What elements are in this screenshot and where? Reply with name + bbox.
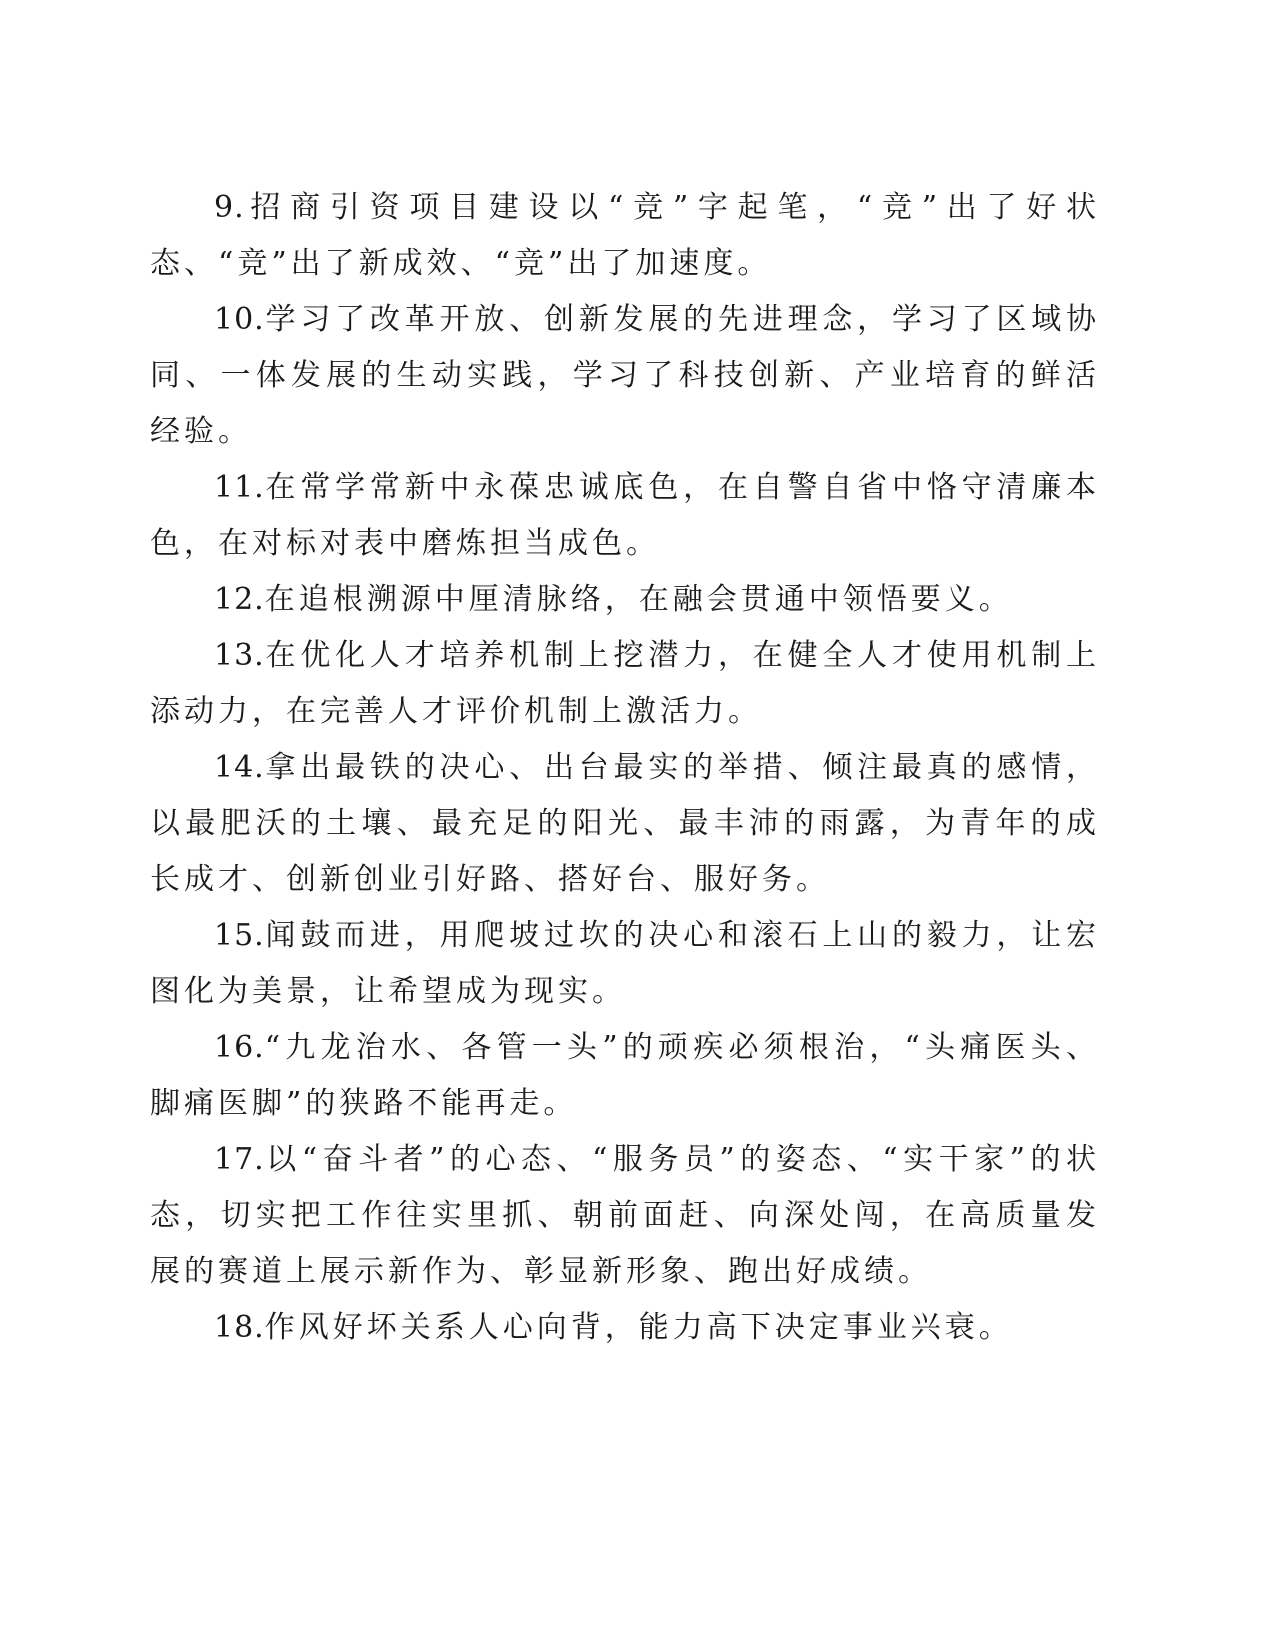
paragraph-text: 学习了改革开放、创新发展的先进理念，学习了区域协同、一体发展的生动实践，学习了科技创新、产业培育的鲜活经验。 <box>150 302 1100 449</box>
paragraph-number: 16. <box>214 1030 265 1065</box>
paragraph-17 <box>150 1132 1100 1300</box>
paragraph-text: 在常学常新中永葆忠诚底色，在自警自省中恪守清廉本色，在对标对表中磨炼担当成色。 <box>150 470 1100 561</box>
paragraph-18 <box>150 1300 1100 1356</box>
paragraph-number: 11. <box>214 470 265 505</box>
paragraph-13 <box>150 628 1100 740</box>
paragraph-number: 15. <box>214 918 265 953</box>
paragraph-text: 作风好坏关系人心向背，能力高下决定事业兴衰。 <box>264 1310 1013 1345</box>
paragraph-number: 17. <box>214 1142 265 1177</box>
paragraph-15 <box>150 908 1100 1020</box>
paragraph-text: 闻鼓而进，用爬坡过坎的决心和滚石上山的毅力，让宏图化为美景，让希望成为现实。 <box>150 918 1100 1009</box>
paragraph-12 <box>150 572 1100 628</box>
paragraph-number: 18. <box>214 1310 265 1345</box>
paragraph-14 <box>150 740 1100 908</box>
paragraph-number: 13. <box>214 638 265 673</box>
paragraph-text: 在追根溯源中厘清脉络，在融会贯通中领悟要义。 <box>264 582 1013 617</box>
paragraph-number: 10. <box>214 302 265 337</box>
paragraph-number: 12. <box>214 582 265 617</box>
paragraph-9 <box>150 180 1100 292</box>
paragraph-text: 招商引资项目建设以“竞”字起笔，“竞”出了好状态、“竞”出了新成效、“竞”出了加速度。 <box>150 190 1100 281</box>
paragraph-number: 9. <box>214 190 245 225</box>
paragraph-text: 拿出最铁的决心、出台最实的举措、倾注最真的感情，以最肥沃的土壤、最充足的阳光、最丰沛的雨露，为青年的成长成才、创新创业引好路、搭好台、服好务。 <box>150 750 1100 897</box>
paragraph-text: 以“奋斗者”的心态、“服务员”的姿态、“实干家”的状态，切实把工作往实里抓、朝前面赶、向深处闯，在高质量发展的赛道上展示新作为、彰显新形象、跑出好成绩。 <box>150 1142 1100 1289</box>
paragraph-16 <box>150 1020 1100 1132</box>
document-body <box>150 180 1100 1356</box>
paragraph-11 <box>150 460 1100 572</box>
paragraph-text: “九龙治水、各管一头”的顽疾必须根治，“头痛医头、脚痛医脚”的狭路不能再走。 <box>150 1030 1100 1121</box>
paragraph-number: 14. <box>214 750 265 785</box>
paragraph-10 <box>150 292 1100 460</box>
paragraph-text: 在优化人才培养机制上挖潜力，在健全人才使用机制上添动力，在完善人才评价机制上激活力。 <box>150 638 1100 729</box>
